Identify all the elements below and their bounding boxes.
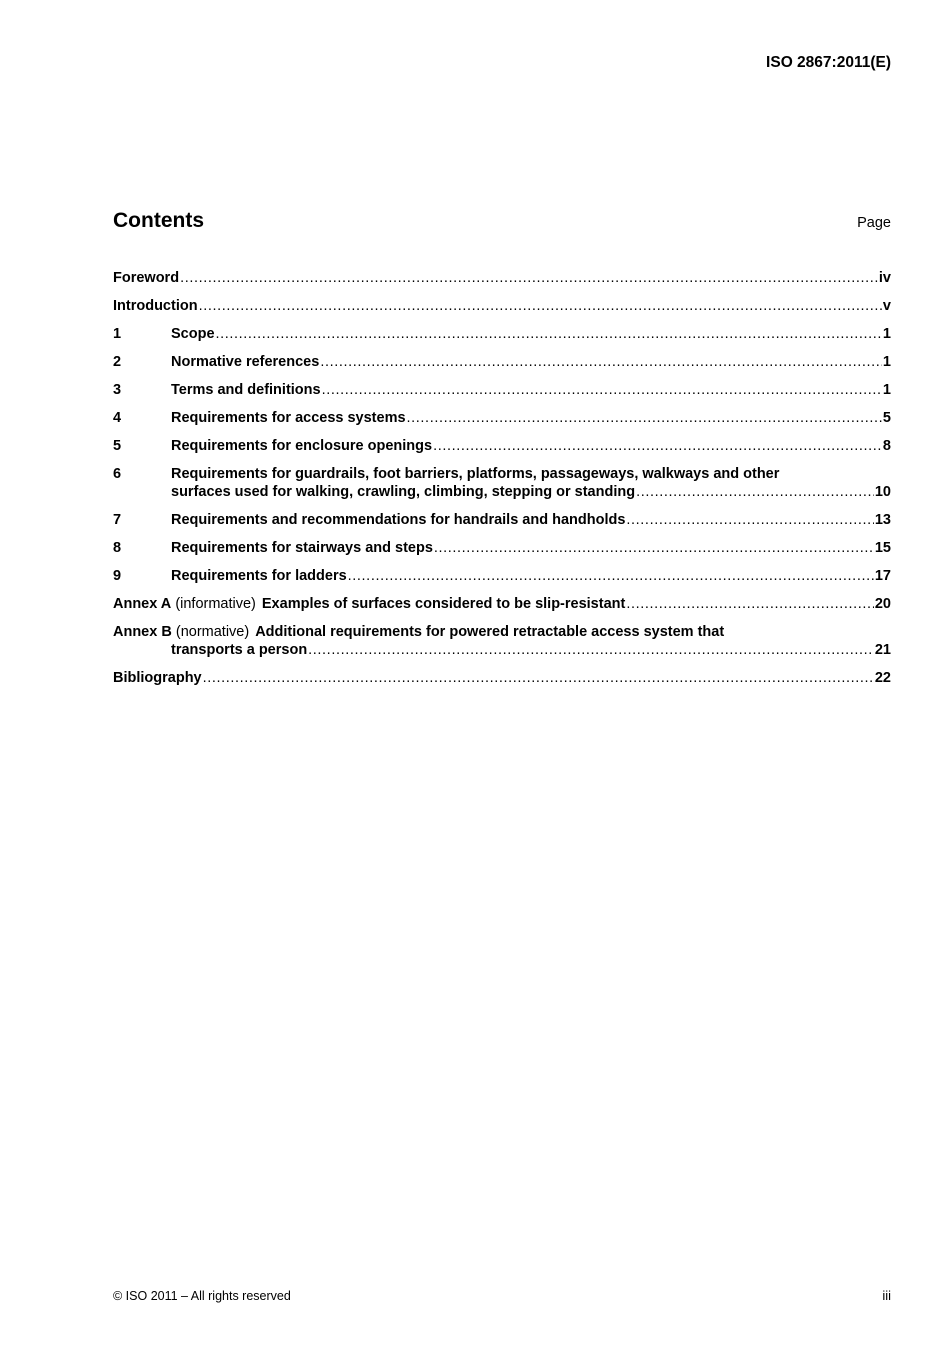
annex-type: (informative) xyxy=(175,596,256,612)
toc-title: Additional requirements for powered retractable access system that xyxy=(255,624,725,640)
toc-entry-clause-2[interactable] xyxy=(113,353,891,371)
toc-title: Requirements for ladders xyxy=(171,568,347,584)
dot-leader xyxy=(199,297,882,315)
toc-clause-number: 5 xyxy=(113,438,122,454)
toc-entry-foreword[interactable] xyxy=(113,269,891,287)
toc-page-number: 17 xyxy=(874,568,891,584)
toc-title: Requirements for access systems xyxy=(171,410,406,426)
dot-leader xyxy=(636,483,874,501)
toc-entry-introduction[interactable] xyxy=(113,297,891,315)
toc-title-continued: transports a person xyxy=(171,642,308,658)
toc-page-number: 10 xyxy=(874,484,891,500)
toc-clause-number: 9 xyxy=(113,568,122,584)
toc-entry-clause-7[interactable] xyxy=(113,511,891,529)
dot-leader xyxy=(203,669,874,687)
dot-leader xyxy=(320,353,882,371)
dot-leader xyxy=(433,437,882,455)
toc-page-number: 1 xyxy=(882,382,891,398)
toc-clause-number: 1 xyxy=(113,326,122,342)
toc-title: Terms and definitions xyxy=(171,382,321,398)
toc-entry-annex-b[interactable] xyxy=(113,623,891,659)
toc-title: Requirements and recommendations for handrails and handholds xyxy=(171,512,626,528)
toc-title: Examples of surfaces considered to be slip-resistant xyxy=(261,596,626,612)
toc-page-number: 5 xyxy=(882,410,891,426)
toc-page-number: 15 xyxy=(874,540,891,556)
dot-leader xyxy=(348,567,874,585)
dot-leader xyxy=(407,409,882,427)
toc-clause-number: 3 xyxy=(113,382,122,398)
toc-entry-clause-3[interactable] xyxy=(113,381,891,399)
toc-page-number: 22 xyxy=(874,670,891,686)
dot-leader xyxy=(308,641,874,659)
toc-title: Bibliography xyxy=(113,670,202,686)
toc-clause-number: 2 xyxy=(113,354,122,370)
toc-entry-clause-5[interactable] xyxy=(113,437,891,455)
toc-title: Scope xyxy=(171,326,215,342)
page-column-label: Page xyxy=(857,215,891,231)
toc-entry-annex-a[interactable] xyxy=(113,595,891,613)
toc-entry-clause-6[interactable] xyxy=(113,465,891,501)
toc-clause-number: 4 xyxy=(113,410,122,426)
footer-copyright: © ISO 2011 – All rights reserved xyxy=(113,1289,291,1303)
toc-title: Foreword xyxy=(113,270,180,286)
toc-title: Requirements for guardrails, foot barriers, platforms, passageways, walkways and other xyxy=(171,466,780,482)
contents-heading: Contents xyxy=(113,209,204,232)
dot-leader xyxy=(322,381,882,399)
toc-page-number: 13 xyxy=(874,512,891,528)
annex-label: Annex A xyxy=(113,596,172,612)
toc-entry-clause-8[interactable] xyxy=(113,539,891,557)
toc-page-number: 8 xyxy=(882,438,891,454)
dot-leader xyxy=(180,269,878,287)
toc-page-number: iv xyxy=(878,270,891,286)
toc-page-number: v xyxy=(882,298,891,314)
toc-clause-number: 6 xyxy=(113,466,122,482)
toc-entry-clause-4[interactable] xyxy=(113,409,891,427)
toc-title: Introduction xyxy=(113,298,198,314)
toc-title: Normative references xyxy=(171,354,320,370)
toc-page-number: 20 xyxy=(874,596,891,612)
toc-title: Requirements for stairways and steps xyxy=(171,540,433,556)
toc-entry-clause-1[interactable] xyxy=(113,325,891,343)
toc-entry-bibliography[interactable] xyxy=(113,669,891,687)
toc-clause-number: 8 xyxy=(113,540,122,556)
toc-title-continued: surfaces used for walking, crawling, climbing, stepping or standing xyxy=(171,484,636,500)
dot-leader xyxy=(216,325,882,343)
toc-entry-clause-9[interactable] xyxy=(113,567,891,585)
footer-page-number: iii xyxy=(882,1288,891,1303)
dot-leader xyxy=(626,511,873,529)
page-header: ISO 2867:2011(E) xyxy=(766,54,891,71)
toc-page-number: 1 xyxy=(882,354,891,370)
toc-clause-number: 7 xyxy=(113,512,122,528)
toc-title: Requirements for enclosure openings xyxy=(171,438,433,454)
dot-leader xyxy=(434,539,874,557)
toc-page-number: 1 xyxy=(882,326,891,342)
dot-leader xyxy=(626,595,874,613)
toc-page-number: 21 xyxy=(874,642,891,658)
annex-type: (normative) xyxy=(175,624,250,640)
annex-label: Annex B xyxy=(113,624,172,640)
table-of-contents xyxy=(113,269,891,697)
